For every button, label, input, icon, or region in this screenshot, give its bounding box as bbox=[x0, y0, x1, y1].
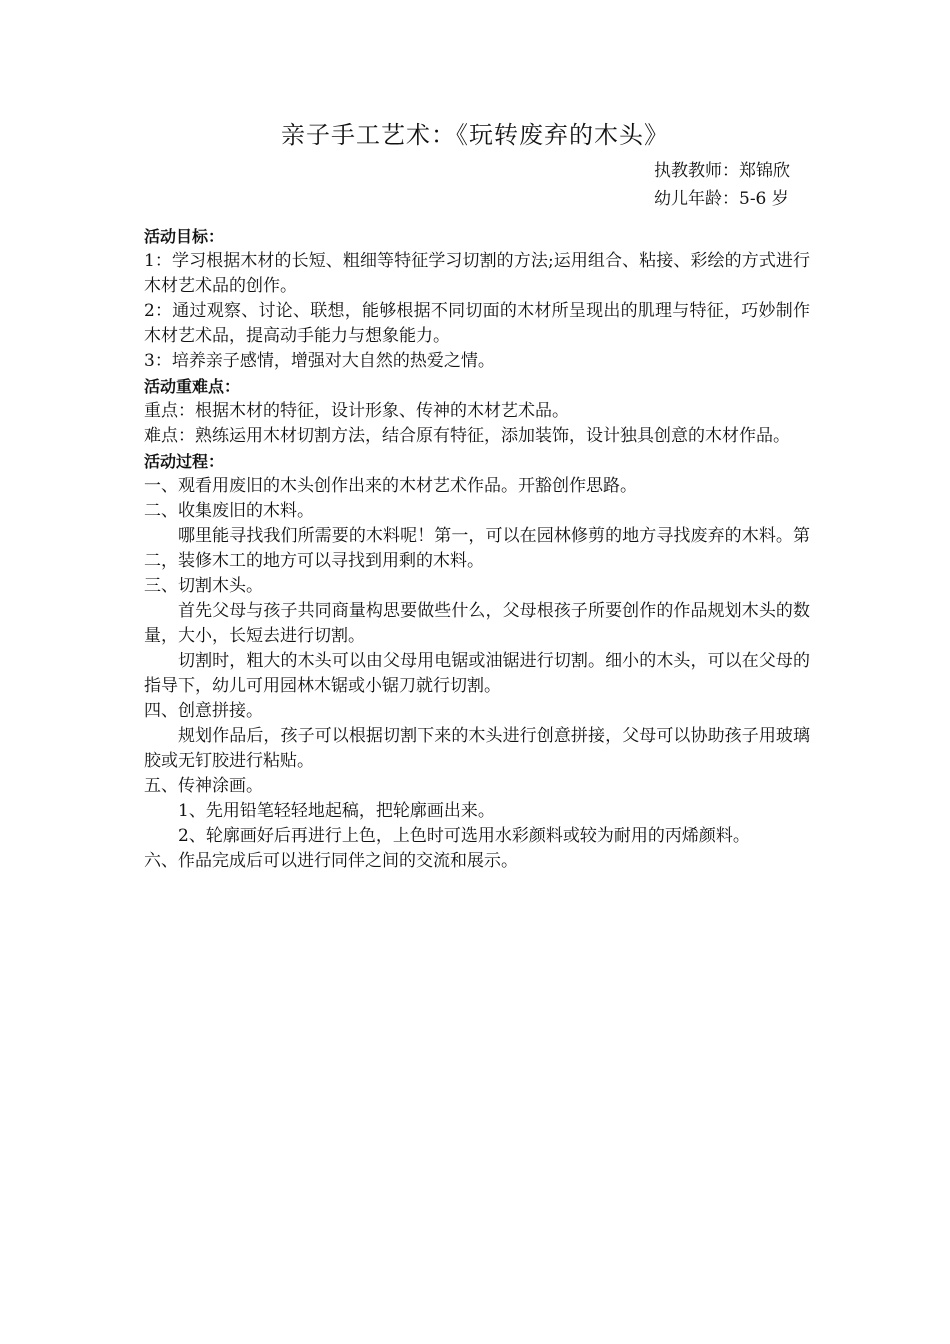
process-paragraph: 首先父母与孩子共同商量构思要做些什么，父母根孩子所要创作的作品规划木头的数量，大小，长短去进行切割。 bbox=[144, 601, 810, 646]
process-paragraph: 切割时，粗大的木头可以由父母用电锯或油锯进行切割。细小的木头，可以在父母的指导下，幼儿可用园林木锯或小锯刀就行切割。 bbox=[144, 651, 810, 696]
age-line: 幼儿年龄：5-6 岁 bbox=[654, 189, 789, 209]
key-points-heading: 活动重难点： bbox=[144, 377, 241, 396]
goals-heading: 活动目标： bbox=[144, 227, 225, 246]
process-step: 二、收集废旧的木料。 bbox=[144, 501, 314, 521]
process-step: 一、观看用废旧的木头创作出来的木材艺术作品。开豁创作思路。 bbox=[144, 476, 637, 496]
key-point-item: 重点：根据木材的特征，设计形象、传神的木材艺术品。 bbox=[144, 401, 569, 421]
document-body bbox=[144, 224, 810, 874]
process-list bbox=[144, 474, 810, 874]
goal-item: 3：培养亲子感情，增强对大自然的热爱之情。 bbox=[144, 351, 495, 371]
process-step: 五、传神涂画。 bbox=[144, 776, 263, 796]
process-paragraph: 1、先用铅笔轻轻地起稿，把轮廓画出来。 bbox=[178, 801, 495, 821]
key-point-item: 难点：熟练运用木材切割方法，结合原有特征，添加装饰，设计独具创意的木材作品。 bbox=[144, 426, 790, 446]
process-heading: 活动过程： bbox=[144, 452, 225, 471]
goal-item: 1：学习根据木材的长短、粗细等特征学习切割的方法;运用组合、粘接、彩绘的方式进行木材艺术品的创作。 bbox=[144, 251, 810, 296]
goal-item: 2：通过观察、讨论、联想，能够根据不同切面的木材所呈现出的肌理与特征，巧妙制作木材艺术品，提高动手能力与想象能力。 bbox=[144, 301, 810, 346]
process-paragraph: 2、轮廓画好后再进行上色，上色时可选用水彩颜料或较为耐用的丙烯颜料。 bbox=[178, 826, 750, 846]
process-step: 四、创意拼接。 bbox=[144, 701, 263, 721]
process-paragraph: 哪里能寻找我们所需要的木料呢！第一，可以在园林修剪的地方寻找废弃的木料。第二，装修木工的地方可以寻找到用剩的木料。 bbox=[144, 526, 810, 571]
document-title: 亲子手工艺术：《玩转废弃的木头》 bbox=[281, 121, 669, 149]
process-step: 三、切割木头。 bbox=[144, 576, 263, 596]
teacher-line: 执教教师：郑锦欣 bbox=[654, 161, 790, 181]
process-paragraph: 规划作品后，孩子可以根据切割下来的木头进行创意拼接，父母可以协助孩子用玻璃胶或无钉胶进行粘贴。 bbox=[144, 726, 810, 771]
process-step: 六、作品完成后可以进行同伴之间的交流和展示。 bbox=[144, 851, 518, 871]
